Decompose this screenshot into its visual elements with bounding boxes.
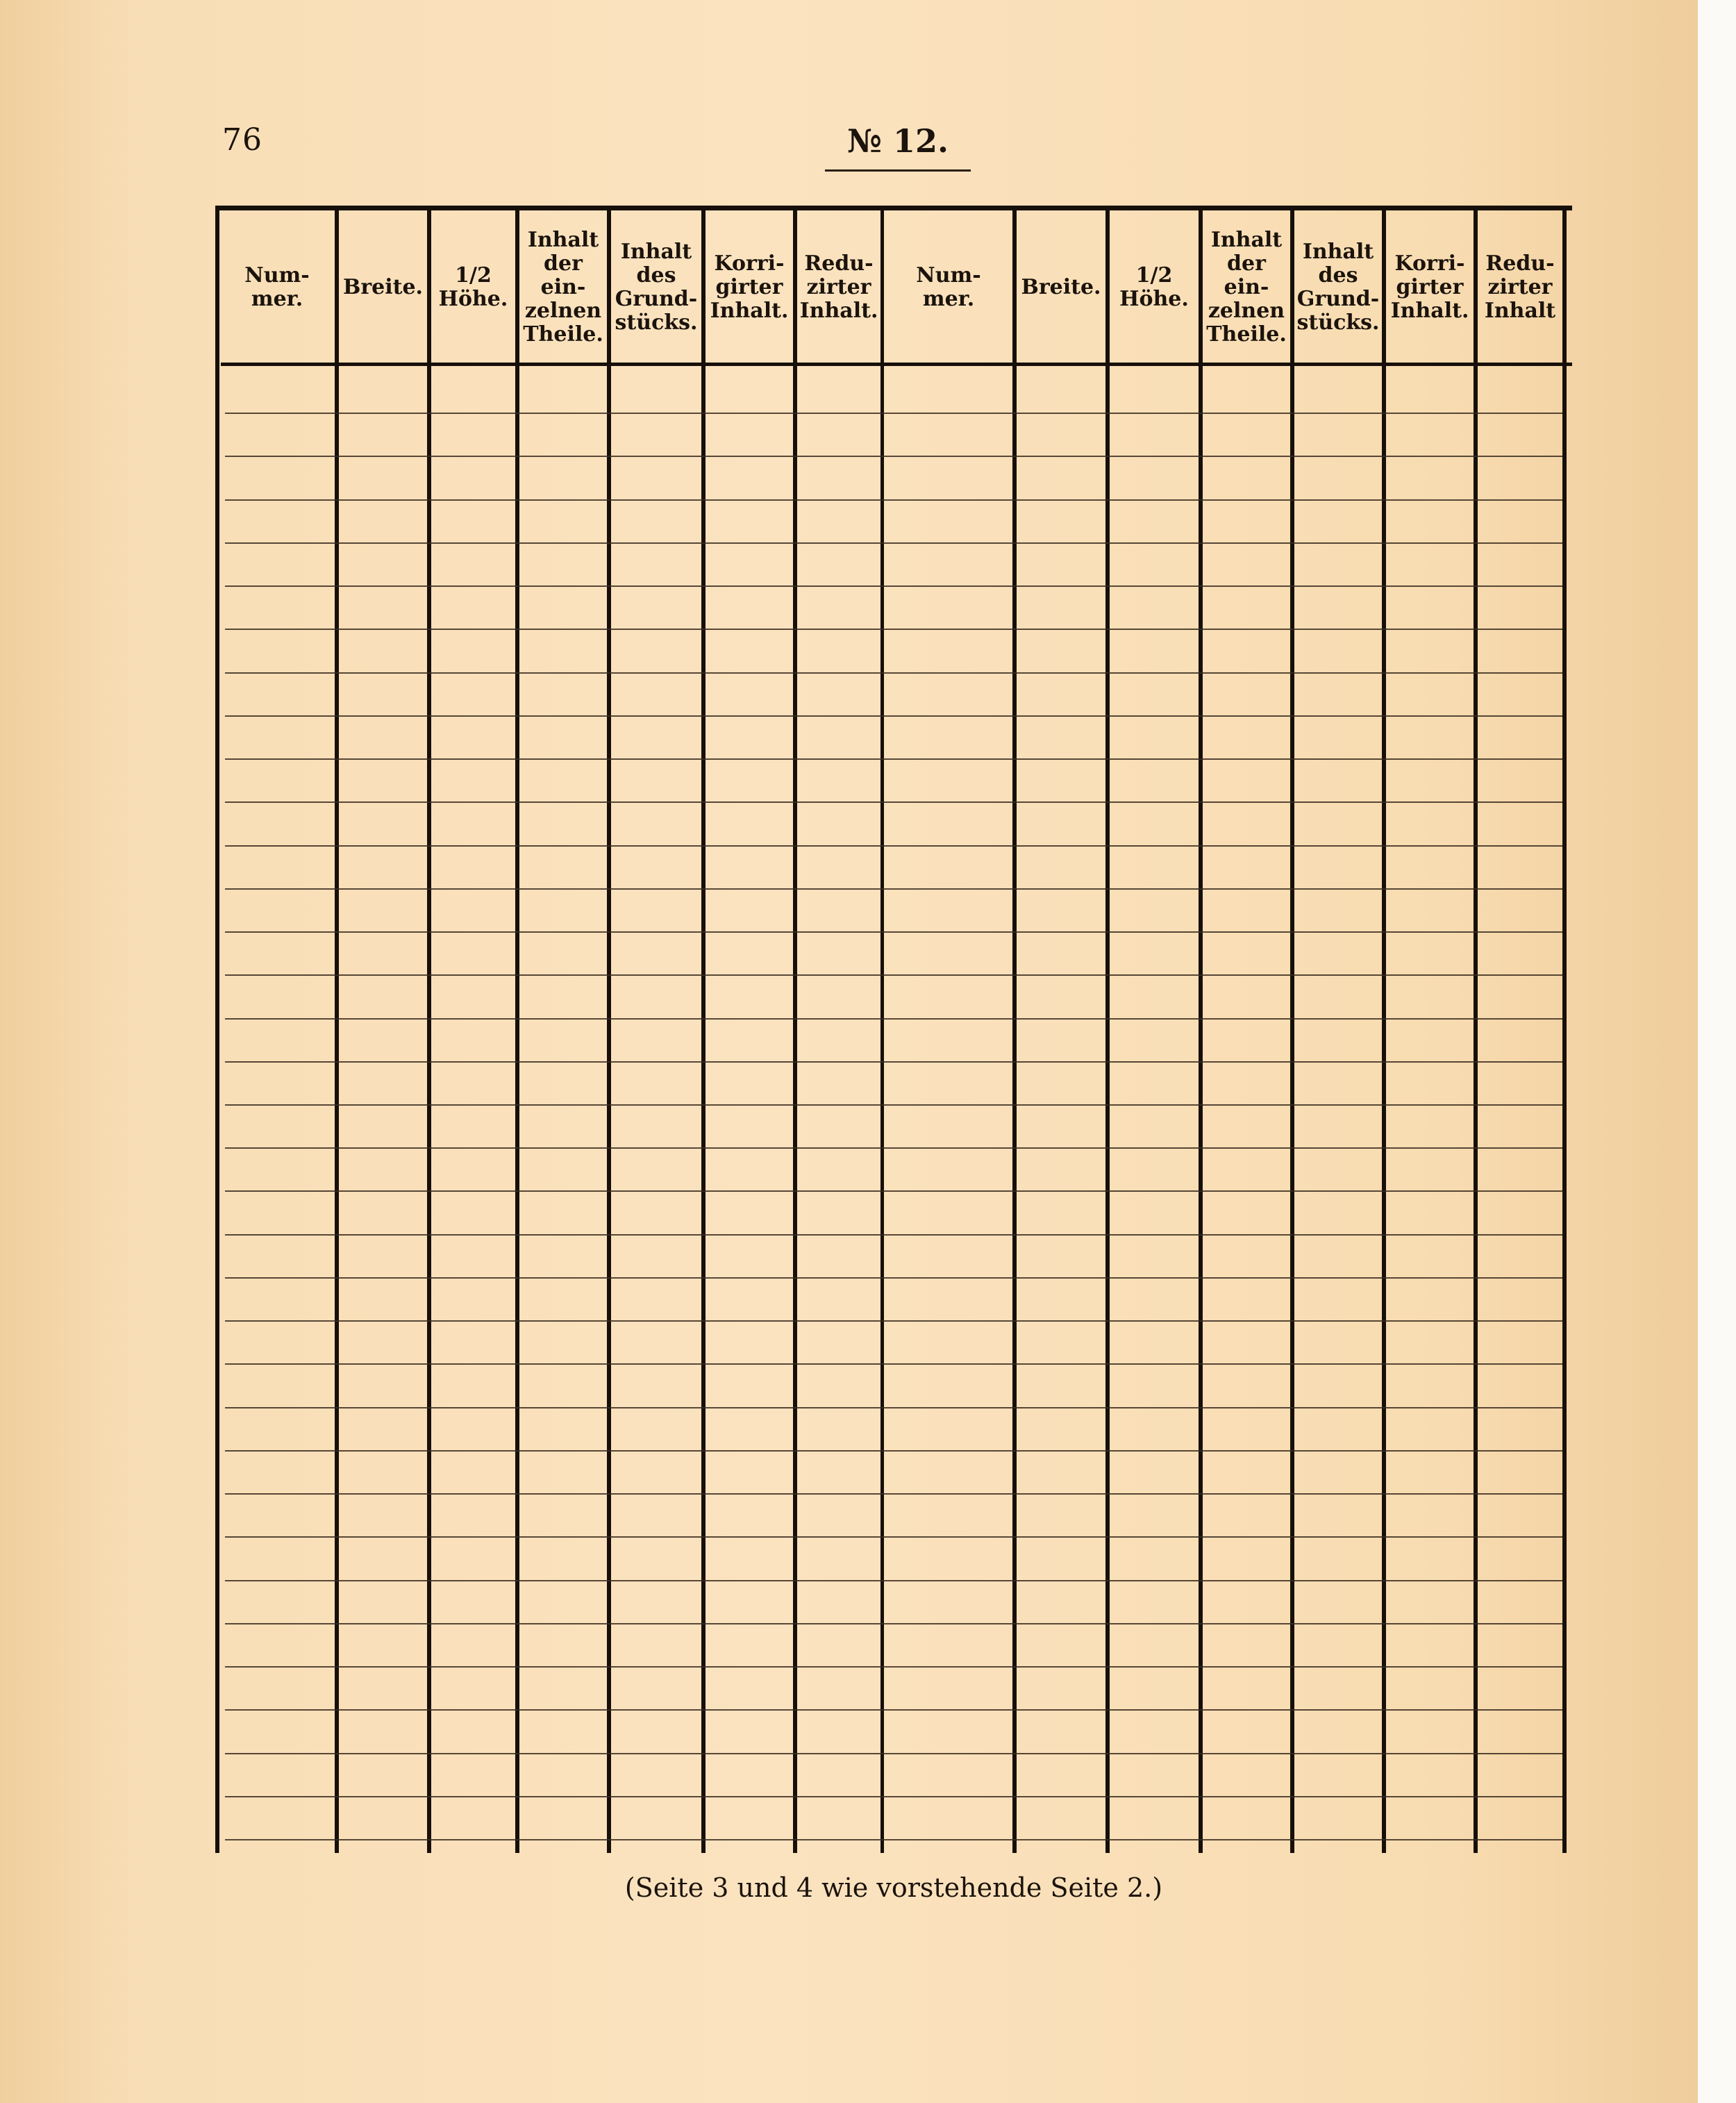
table-row-rule bbox=[225, 1061, 1562, 1063]
column-header: Num- mer. bbox=[916, 263, 981, 311]
column-rule bbox=[335, 206, 339, 1853]
table-row-rule bbox=[225, 1104, 1562, 1106]
table-row-rule bbox=[225, 931, 1562, 933]
scan-edge bbox=[1698, 0, 1736, 2103]
column-header: Inhalt des Grund- stücks. bbox=[1296, 240, 1380, 335]
column-rule bbox=[215, 206, 219, 1853]
sheet-number: № 12. bbox=[846, 122, 949, 160]
column-header: Inhalt des Grund- stücks. bbox=[615, 240, 698, 335]
column-rule bbox=[1474, 206, 1478, 1853]
column-header: Inhalt der ein- zelnen Theile. bbox=[1206, 228, 1287, 347]
column-header: Breite. bbox=[1021, 275, 1101, 299]
table-row-rule bbox=[225, 888, 1562, 890]
table-row-rule bbox=[225, 629, 1562, 630]
table-row-rule bbox=[225, 413, 1562, 414]
table-row-rule bbox=[225, 1277, 1562, 1279]
table-row-rule bbox=[225, 1363, 1562, 1365]
table-row-rule bbox=[225, 1018, 1562, 1020]
table-row-rule bbox=[225, 715, 1562, 717]
column-rule bbox=[701, 206, 706, 1853]
footnote: (Seite 3 und 4 wie vorstehende Seite 2.) bbox=[624, 1872, 1163, 1903]
table-row-rule bbox=[225, 1709, 1562, 1711]
table-row-rule bbox=[225, 974, 1562, 976]
table-row-rule bbox=[225, 1753, 1562, 1754]
table-row-rule bbox=[225, 585, 1562, 587]
table-row-rule bbox=[225, 1320, 1562, 1322]
column-header: Korri- girter Inhalt. bbox=[1390, 251, 1469, 323]
table-row-rule bbox=[225, 1623, 1562, 1624]
column-rule bbox=[607, 206, 611, 1853]
column-rule bbox=[427, 206, 431, 1853]
table-row-rule bbox=[225, 456, 1562, 457]
table-row-rule bbox=[225, 1407, 1562, 1408]
table-row-rule bbox=[225, 845, 1562, 847]
table-row-rule bbox=[225, 1190, 1562, 1192]
column-header: Korri- girter Inhalt. bbox=[710, 251, 789, 323]
column-rule bbox=[1199, 206, 1203, 1853]
table-row-rule bbox=[225, 1536, 1562, 1538]
table-row-rule bbox=[225, 1666, 1562, 1668]
table-row-rule bbox=[225, 1796, 1562, 1797]
column-rule bbox=[880, 206, 884, 1853]
table-row-rule bbox=[225, 499, 1562, 501]
table-row-rule bbox=[225, 672, 1562, 674]
column-header: Num- mer. bbox=[244, 263, 310, 311]
column-rule bbox=[1290, 206, 1294, 1853]
column-rule bbox=[515, 206, 519, 1853]
table-row-rule bbox=[225, 1580, 1562, 1581]
column-rule bbox=[1012, 206, 1017, 1853]
column-rule bbox=[1105, 206, 1110, 1853]
table-row-rule bbox=[225, 801, 1562, 803]
column-header: 1/2 Höhe. bbox=[1119, 263, 1189, 311]
column-header: Breite. bbox=[342, 275, 424, 299]
table-header-rule bbox=[221, 363, 1572, 366]
column-header: Redu- zirter Inhalt bbox=[1484, 251, 1556, 323]
column-header: 1/2 Höhe. bbox=[438, 263, 508, 311]
table-row-rule bbox=[225, 542, 1562, 544]
ledger-table bbox=[215, 206, 1572, 1853]
table-row-rule bbox=[225, 1450, 1562, 1452]
column-header: Redu- zirter Inhalt. bbox=[799, 251, 878, 323]
column-rule bbox=[1382, 206, 1386, 1853]
table-row-rule bbox=[225, 1493, 1562, 1495]
table-top-rule bbox=[215, 206, 1572, 210]
table-row-rule bbox=[225, 758, 1562, 760]
column-rule bbox=[793, 206, 797, 1853]
table-row-rule bbox=[225, 1234, 1562, 1236]
column-header: Inhalt der ein- zelnen Theile. bbox=[523, 228, 603, 347]
column-rule bbox=[1562, 206, 1567, 1853]
page-number: 76 bbox=[222, 122, 262, 158]
sheet-number-underline bbox=[825, 169, 971, 172]
table-row-rule bbox=[225, 1147, 1562, 1149]
table-row-rule bbox=[225, 1839, 1562, 1840]
